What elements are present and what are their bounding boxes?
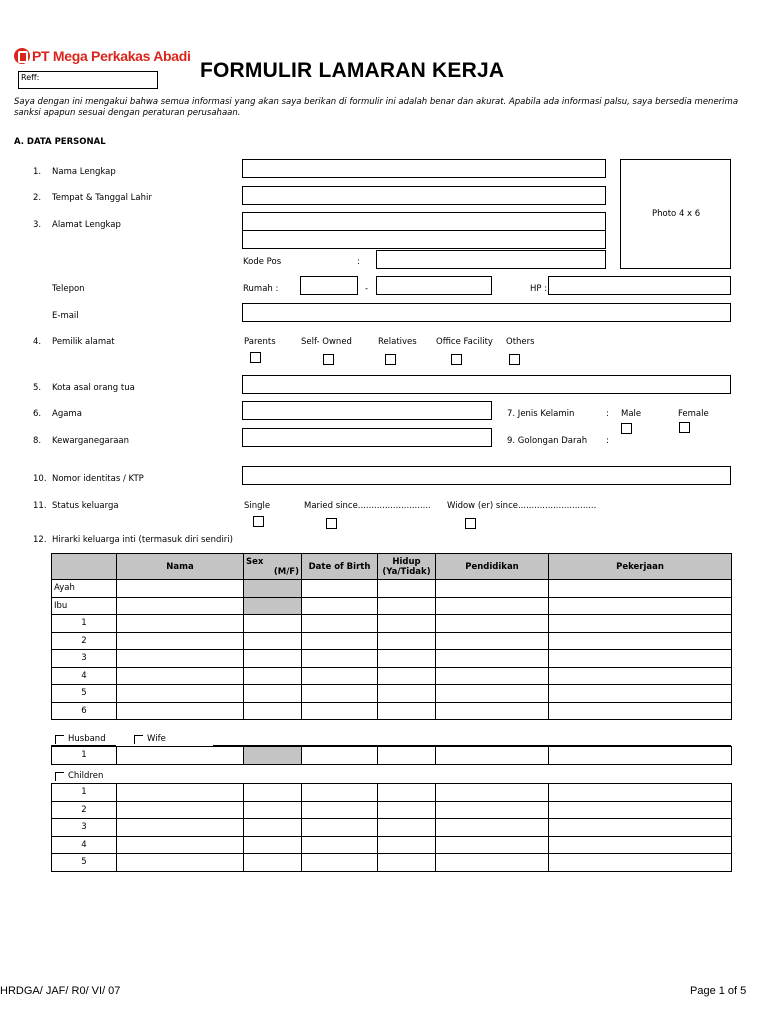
row-label-ibu: Ibu [52,597,117,615]
cell-pendidikan[interactable] [436,836,549,854]
status-single-checkbox[interactable] [253,516,264,527]
cell-hidup[interactable] [378,836,436,854]
cell-dob[interactable] [302,580,378,598]
cell-pekerjaan[interactable] [549,650,732,668]
cell-sex[interactable] [244,615,302,633]
cell-pendidikan[interactable] [436,801,549,819]
cell-pekerjaan[interactable] [549,702,732,720]
hp-label: HP : [530,284,548,294]
cell-pendidikan[interactable] [436,580,549,598]
email-label: E-mail [52,311,79,321]
cell-pekerjaan[interactable] [549,580,732,598]
kota-asal-label: Kota asal orang tua [52,383,135,393]
owner-option-self-owned-label: Self- Owned [301,337,352,347]
nomor-identitas-label: Nomor identitas / KTP [52,474,144,484]
cell-pekerjaan[interactable] [549,747,732,765]
cell-dob[interactable] [302,784,378,802]
cell-pekerjaan[interactable] [549,784,732,802]
header-hidup [378,554,436,580]
cell-hidup[interactable] [378,615,436,633]
golongan-darah-colon: : [606,436,609,446]
nama-lengkap-label: Nama Lengkap [52,167,116,177]
cell-pendidikan[interactable] [436,632,549,650]
cell-pendidikan[interactable] [436,747,549,765]
alamat-line-1-input[interactable] [242,212,606,231]
field-number: 4. [33,337,42,347]
cell-pekerjaan[interactable] [549,854,732,872]
cell-sex[interactable] [244,650,302,668]
hirarki-keluarga-label: Hirarki keluarga inti (termasuk diri sendiri) [52,535,233,545]
table-row [52,702,732,720]
kewarganegaraan-label: Kewarganegaraan [52,436,130,446]
telepon-label: Telepon [52,284,85,294]
cell-sex[interactable] [244,836,302,854]
cell-sex[interactable] [244,632,302,650]
nama-lengkap-input[interactable] [242,159,606,178]
status-single-label: Single [244,501,271,511]
cell-hidup[interactable] [378,650,436,668]
cell-sex-disabled [244,580,302,598]
cell-sex[interactable] [244,819,302,837]
cell-nama[interactable] [117,836,244,854]
cell-sex-disabled [244,747,302,765]
cell-dob[interactable] [302,747,378,765]
row-label-child: 4 [52,836,117,854]
gender-female-checkbox[interactable] [679,422,690,433]
field-number: 3. [33,220,42,230]
cell-dob[interactable] [302,854,378,872]
header-sex-sub: (M/F) [273,567,299,577]
cell-dob[interactable] [302,597,378,615]
field-number: 6. [33,409,42,419]
cell-pendidikan[interactable] [436,819,549,837]
cell-pekerjaan[interactable] [549,801,732,819]
cell-pendidikan[interactable] [436,597,549,615]
row-label-spouse: 1 [52,747,117,765]
cell-nama[interactable] [117,801,244,819]
cell-pendidikan[interactable] [436,650,549,668]
company-logo-icon [14,48,30,64]
document-code: HRDGA/ JAF/ R0/ VI/ 07 [0,985,121,997]
gender-female-label: Female [678,409,709,419]
owner-option-office-facility-checkbox[interactable] [451,354,462,365]
cell-hidup[interactable] [378,747,436,765]
table-row [52,667,732,685]
cell-pekerjaan[interactable] [549,819,732,837]
owner-option-relatives-checkbox[interactable] [385,354,396,365]
rumah-area-code-input[interactable] [300,276,358,295]
photo-label: Photo 4 x 6 [652,209,701,219]
row-label-child: 5 [52,854,117,872]
cell-nama[interactable] [117,650,244,668]
agama-label: Agama [52,409,82,419]
cell-nama[interactable] [117,702,244,720]
cell-dob[interactable] [302,702,378,720]
table-header-row [52,554,732,580]
header-pekerjaan: Pekerjaan [549,554,732,580]
cell-nama[interactable] [117,819,244,837]
cell-sex[interactable] [244,702,302,720]
cell-hidup[interactable] [378,632,436,650]
alamat-line-2-input[interactable] [242,230,606,249]
field-number: 1. [33,167,42,177]
header-date-of-birth: Date of Birth [302,554,378,580]
cell-pekerjaan[interactable] [549,615,732,633]
husband-checkbox[interactable] [55,735,64,744]
cell-hidup[interactable] [378,597,436,615]
table-row [52,632,732,650]
agama-input[interactable] [242,401,492,420]
cell-hidup[interactable] [378,702,436,720]
cell-pekerjaan[interactable] [549,632,732,650]
header-pendidikan: Pendidikan [436,554,549,580]
husband-label: Husband [68,734,106,744]
owner-option-parents-label: Parents [244,337,276,347]
rumah-number-input[interactable] [376,276,492,295]
cell-pendidikan[interactable] [436,685,549,703]
owner-option-parents-checkbox[interactable] [250,352,261,363]
row-label-sibling: 4 [52,667,117,685]
cell-sex[interactable] [244,854,302,872]
cell-nama[interactable] [117,597,244,615]
table-row [52,747,732,765]
table-row [52,685,732,703]
table-row [52,597,732,615]
cell-nama[interactable] [117,615,244,633]
owner-option-others-label: Others [506,337,535,347]
wife-checkbox[interactable] [134,735,143,744]
children-checkbox[interactable] [55,772,64,781]
section-a-title: A. DATA PERSONAL [14,137,106,147]
field-number: 8. [33,436,42,446]
row-label-child: 3 [52,819,117,837]
header-empty [52,554,117,580]
status-married-checkbox[interactable] [326,518,337,529]
cell-pekerjaan[interactable] [549,667,732,685]
kewarganegaraan-input[interactable] [242,428,492,447]
reff-label: Reff: [21,73,40,82]
owner-option-office-facility-label: Office Facility [436,337,493,347]
cell-pekerjaan[interactable] [549,836,732,854]
table-row [52,801,732,819]
phone-dash: - [365,284,369,294]
alamat-lengkap-label: Alamat Lengkap [52,220,121,230]
header-sex [244,554,302,580]
cell-hidup[interactable] [378,580,436,598]
status-keluarga-label: Status keluarga [52,501,119,511]
cell-hidup[interactable] [378,819,436,837]
children-table [51,783,732,872]
field-number: 12. [33,535,47,545]
cell-hidup[interactable] [378,685,436,703]
family-hierarchy-table [51,553,732,720]
golongan-darah-label: 9. Golongan Darah [507,436,588,446]
company-name: PT Mega Perkakas Abadi [32,48,191,64]
table-row [52,615,732,633]
row-label-sibling: 5 [52,685,117,703]
cell-pendidikan[interactable] [436,615,549,633]
cell-pekerjaan[interactable] [549,597,732,615]
cell-pendidikan[interactable] [436,667,549,685]
wife-label: Wife [147,734,166,744]
header-hidup-title: Hidup [392,556,421,567]
cell-dob[interactable] [302,836,378,854]
cell-sex[interactable] [244,801,302,819]
tempat-tanggal-lahir-input[interactable] [242,186,606,205]
cell-pendidikan[interactable] [436,784,549,802]
cell-pendidikan[interactable] [436,854,549,872]
cell-nama[interactable] [117,854,244,872]
row-label-sibling: 1 [52,615,117,633]
cell-dob[interactable] [302,685,378,703]
header-nama: Nama [117,554,244,580]
cell-hidup[interactable] [378,667,436,685]
field-number: 5. [33,383,42,393]
row-label-ayah: Ayah [52,580,117,598]
email-input[interactable] [242,303,731,322]
kode-pos-input[interactable] [376,250,606,269]
cell-dob[interactable] [302,819,378,837]
children-label: Children [68,771,104,781]
row-label-child: 1 [52,784,117,802]
page-title: FORMULIR LAMARAN KERJA [200,59,505,82]
pemilik-alamat-label: Pemilik alamat [52,337,115,347]
intro-statement: Saya dengan ini mengakui bahwa semua informasi yang akan saya berikan di formulir ini adalah benar dan akurat. Apabila ada informasi palsu, saya bersedia menerima sanksi apapun sesuai dengan peraturan perusahaan. [14,97,739,118]
cell-dob[interactable] [302,801,378,819]
cell-pendidikan[interactable] [436,702,549,720]
kota-asal-input[interactable] [242,375,731,394]
row-label-child: 2 [52,801,117,819]
row-label-sibling: 2 [52,632,117,650]
cell-hidup[interactable] [378,784,436,802]
nomor-identitas-input[interactable] [242,466,731,485]
field-number: 2. [33,193,42,203]
cell-sex[interactable] [244,685,302,703]
jenis-kelamin-colon: : [606,409,609,419]
cell-hidup[interactable] [378,801,436,819]
header-sex-title: Sex [246,557,264,567]
cell-dob[interactable] [302,650,378,668]
table-row [52,819,732,837]
owner-option-others-checkbox[interactable] [509,354,520,365]
cell-pekerjaan[interactable] [549,685,732,703]
table-row [52,650,732,668]
cell-sex-disabled [244,597,302,615]
table-row [52,854,732,872]
tempat-tanggal-lahir-label: Tempat & Tanggal Lahir [52,193,152,203]
owner-option-self-owned-checkbox[interactable] [323,354,334,365]
cell-nama[interactable] [117,747,244,765]
status-married-label: Maried since........................... [304,501,431,511]
rumah-label: Rumah : [243,284,279,294]
field-number: 11. [33,501,47,511]
cell-nama[interactable] [117,632,244,650]
page-number: Page 1 of 5 [690,985,747,997]
cell-sex[interactable] [244,667,302,685]
row-label-sibling: 3 [52,650,117,668]
row-label-sibling: 6 [52,702,117,720]
header-hidup-sub: (Ya/Tidak) [382,566,431,577]
owner-option-relatives-label: Relatives [378,337,417,347]
kode-pos-colon: : [357,257,360,267]
table-row [52,836,732,854]
cell-hidup[interactable] [378,854,436,872]
field-number: 10. [33,474,47,484]
table-row [52,580,732,598]
cell-dob[interactable] [302,615,378,633]
cell-nama[interactable] [117,667,244,685]
status-widow-checkbox[interactable] [465,518,476,529]
cell-sex[interactable] [244,784,302,802]
spouse-table [51,746,732,765]
kode-pos-label: Kode Pos [243,257,282,267]
gender-male-checkbox[interactable] [621,423,632,434]
status-widow-label: Widow (er) since............................. [447,501,597,511]
jenis-kelamin-label: 7. Jenis Kelamin [507,409,575,419]
cell-dob[interactable] [302,667,378,685]
cell-nama[interactable] [117,784,244,802]
cell-dob[interactable] [302,632,378,650]
hp-input[interactable] [548,276,731,295]
gender-male-label: Male [621,409,642,419]
cell-nama[interactable] [117,685,244,703]
cell-nama[interactable] [117,580,244,598]
table-row [52,784,732,802]
